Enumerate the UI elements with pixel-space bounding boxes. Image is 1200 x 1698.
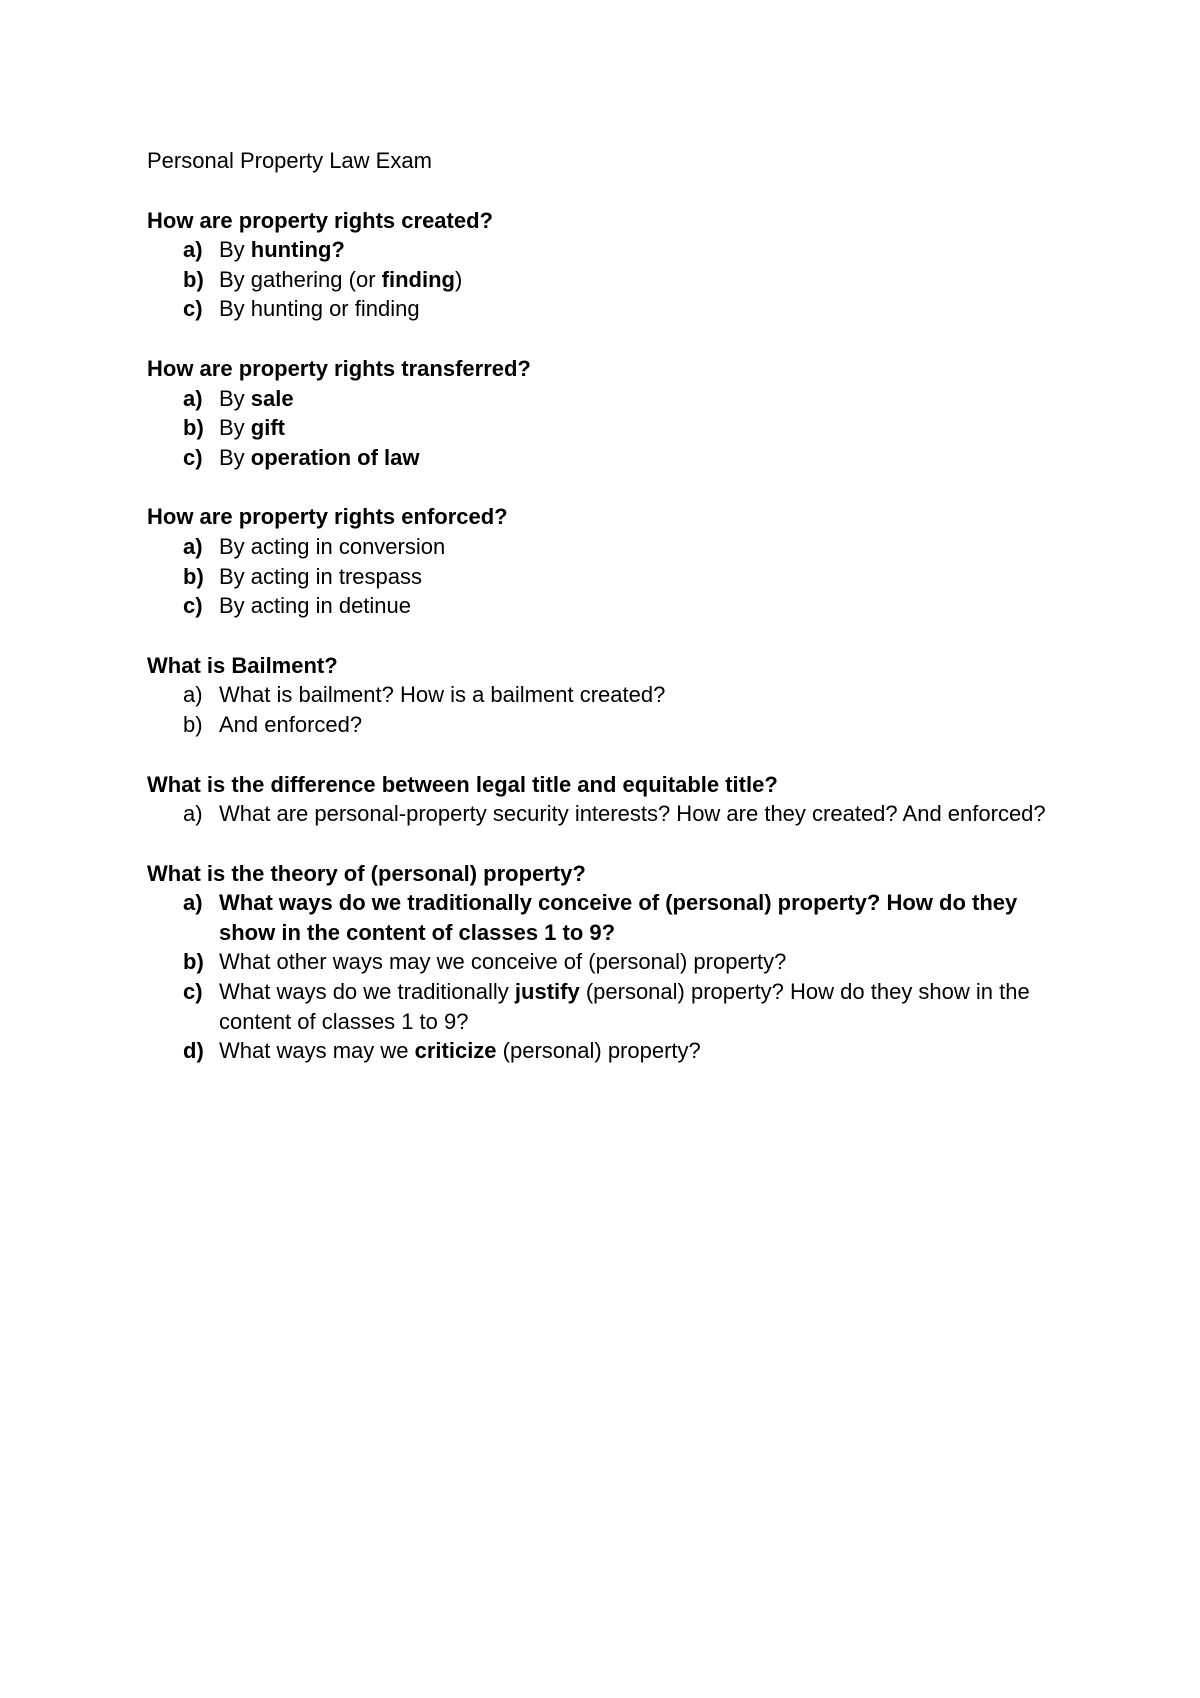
text-run: What ways may we	[219, 1038, 415, 1064]
list-marker: a)	[183, 385, 203, 411]
document-title: Personal Property Law Exam	[147, 148, 432, 173]
text-run: What ways do we traditionally conceive of (personal) property? How do they show in the content of classes 1 to 9?	[219, 890, 1018, 945]
list-item-text	[219, 443, 1077, 473]
list-item	[147, 562, 1077, 592]
list-item-text	[219, 294, 1077, 324]
answer-list	[147, 680, 1077, 739]
list-item-text	[219, 562, 1077, 592]
question-heading: What is the difference between legal title and equitable title?	[147, 771, 778, 797]
text-run: finding	[381, 266, 455, 292]
list-item-text	[219, 799, 1077, 829]
list-marker: a)	[183, 533, 203, 559]
text-run: And enforced?	[219, 711, 363, 737]
list-item-text	[219, 977, 1077, 1036]
text-run: By acting in conversion	[219, 533, 446, 559]
list-marker: a)	[183, 682, 203, 708]
text-run: By	[219, 237, 251, 263]
text-run: By	[219, 385, 251, 411]
text-run: operation of law	[250, 444, 420, 470]
exam-sections	[147, 206, 1077, 1066]
text-run: What other ways may we conceive of (personal) property?	[219, 949, 787, 975]
text-run: )	[454, 266, 463, 292]
text-run: By	[219, 444, 251, 470]
list-item-text	[219, 710, 1077, 740]
question-section	[147, 859, 1077, 1066]
list-marker: a)	[183, 890, 203, 916]
list-item-text	[219, 532, 1077, 562]
question-section	[147, 770, 1077, 829]
question-section	[147, 206, 1077, 324]
text-run: By acting in trespass	[219, 563, 422, 589]
question-heading: How are property rights transferred?	[147, 355, 531, 381]
list-item	[147, 1036, 1077, 1066]
list-marker: b)	[183, 563, 204, 589]
text-run: hunting?	[250, 237, 345, 263]
list-marker: c)	[183, 444, 203, 470]
question-heading: What is the theory of (personal) property?	[147, 860, 586, 886]
list-marker: c)	[183, 296, 203, 322]
list-marker: c)	[183, 979, 203, 1005]
list-marker: c)	[183, 593, 203, 619]
list-item	[147, 294, 1077, 324]
list-item	[147, 888, 1077, 947]
question-section	[147, 502, 1077, 620]
list-marker: b)	[183, 415, 204, 441]
question-heading: What is Bailment?	[147, 652, 338, 678]
list-item-text	[219, 265, 1077, 295]
answer-list	[147, 384, 1077, 473]
question-section	[147, 354, 1077, 472]
list-item	[147, 384, 1077, 414]
text-run: What are personal-property security interests? How are they created? And enforced?	[219, 801, 1046, 827]
list-item	[147, 947, 1077, 977]
text-run: What is bailment? How is a bailment created?	[219, 682, 666, 708]
list-item	[147, 977, 1077, 1036]
list-item	[147, 799, 1077, 829]
list-marker: a)	[183, 237, 203, 263]
text-run: By	[219, 415, 251, 441]
list-item	[147, 443, 1077, 473]
list-item	[147, 265, 1077, 295]
text-run: criticize	[414, 1038, 497, 1064]
text-run: By hunting or finding	[219, 296, 420, 322]
text-run: (personal) property?	[496, 1038, 701, 1064]
list-item-text	[219, 888, 1077, 947]
list-item	[147, 591, 1077, 621]
list-marker: b)	[183, 266, 204, 292]
question-heading: How are property rights enforced?	[147, 504, 508, 530]
text-run: gift	[250, 415, 285, 441]
list-item	[147, 710, 1077, 740]
list-item	[147, 532, 1077, 562]
answer-list	[147, 799, 1077, 829]
text-run: What ways do we traditionally	[219, 979, 515, 1005]
list-marker: a)	[183, 801, 203, 827]
answer-list	[147, 532, 1077, 621]
list-marker: b)	[183, 949, 204, 975]
text-run: (personal) property? How do they show in the content of classes 1 to 9?	[219, 979, 1030, 1034]
question-section	[147, 651, 1077, 740]
list-item-text	[219, 591, 1077, 621]
list-item-text	[219, 384, 1077, 414]
text-run: sale	[250, 385, 294, 411]
list-item-text	[219, 680, 1077, 710]
text-run: justify	[514, 979, 580, 1005]
list-item	[147, 235, 1077, 265]
answer-list	[147, 888, 1077, 1066]
list-item-text	[219, 1036, 1077, 1066]
list-item-text	[219, 235, 1077, 265]
list-marker: d)	[183, 1038, 204, 1064]
list-item-text	[219, 413, 1077, 443]
answer-list	[147, 235, 1077, 324]
question-heading: How are property rights created?	[147, 207, 493, 233]
list-item	[147, 413, 1077, 443]
document-body	[147, 146, 1077, 1096]
text-run: By gathering (or	[219, 266, 382, 292]
list-marker: b)	[183, 711, 203, 737]
text-run: By acting in detinue	[219, 593, 412, 619]
list-item-text	[219, 947, 1077, 977]
list-item	[147, 680, 1077, 710]
